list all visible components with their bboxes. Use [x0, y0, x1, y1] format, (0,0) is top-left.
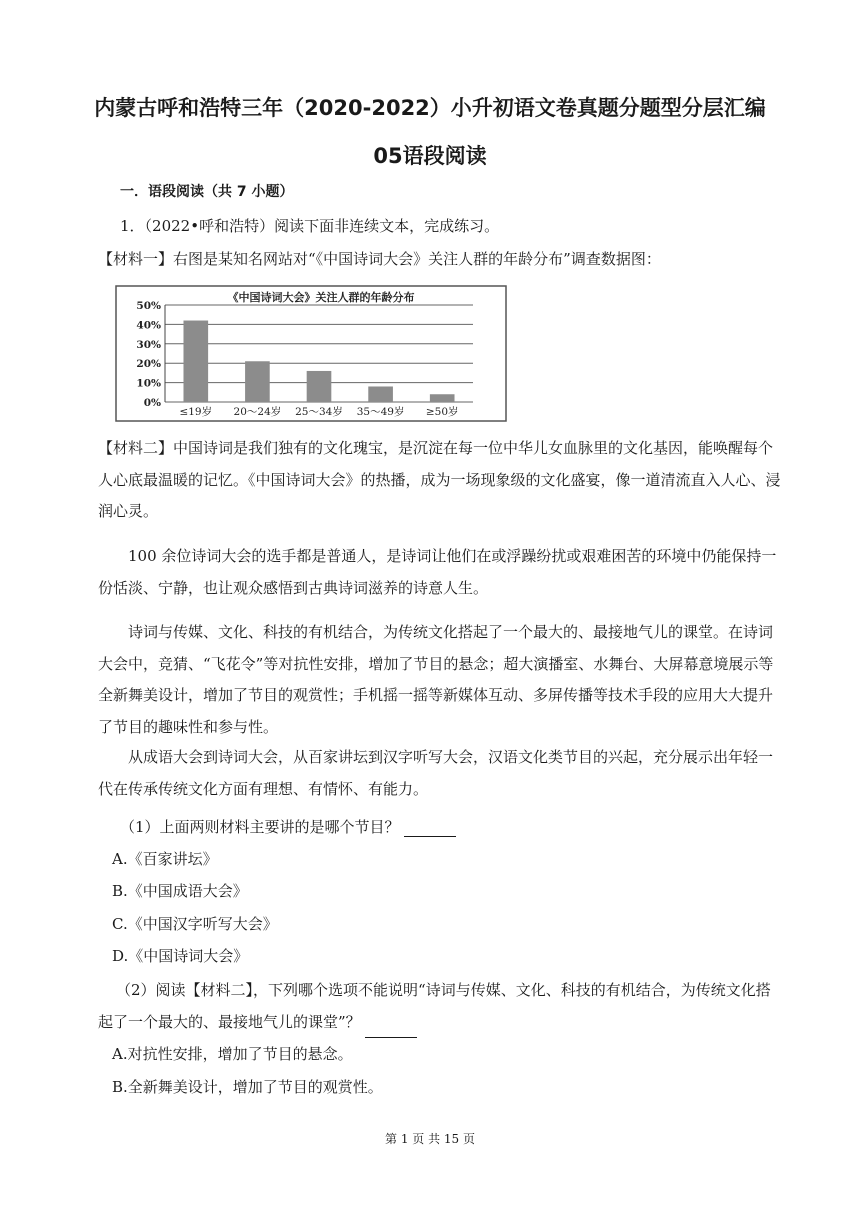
- y-tick-label: 50%: [136, 300, 161, 312]
- y-tick-label: 10%: [136, 377, 161, 390]
- bar: [245, 361, 270, 402]
- chart-svg: [115, 285, 507, 422]
- sub-question-2-text: （2）阅读【材料二】，下列哪个选项不能说明“诗词与传媒、文化、科技的有机结合，为传统文化搭起了一个最大的、最接地气儿的课堂”？: [98, 981, 771, 1031]
- document-subtitle: 05语段阅读: [373, 144, 487, 168]
- answer-blank-2[interactable]: [365, 1023, 417, 1038]
- material-2-paragraph-3: 诗词与传媒、文化、科技的有机结合，为传统文化搭起了一个最大的、最接地气儿的课堂。在诗词大会中，竞猜、“飞花令”等对抗性安排，增加了节目的悬念；超大演播室、水舞台、大屏幕意境展示等全新舞美设计，增加了节目的观赏性；手机摇一摇等新媒体互动、多屏传播等技术手段的应用大大提升了节目的趣味性和参与性。: [98, 623, 774, 736]
- bar: [183, 321, 208, 402]
- option-2a: A.对抗性安排，增加了节目的悬念。: [112, 1045, 353, 1063]
- material-2-paragraph-4: 从成语大会到诗词大会，从百家讲坛到汉字听写大会，汉语文化类节目的兴起，充分展示出年轻一代在传承传统文化方面有理想、有情怀、有能力。: [98, 748, 774, 798]
- material-2-paragraph-1: 【材料二】中国诗词是我们独有的文化瑰宝，是沉淀在每一位中华儿女血脉里的文化基因，能唤醒每个人心底最温暖的记忆。《中国诗词大会》的热播，成为一场现象级的文化盛宴，像一道清流直入人心、浸润心灵。: [98, 439, 781, 520]
- y-tick-label: 20%: [136, 358, 161, 371]
- y-tick-label: 30%: [136, 338, 161, 351]
- material-2-paragraph-2: 100 余位诗词大会的选手都是普通人，是诗词让他们在或浮躁纷扰或艰难困苦的环境中仍能保持一份恬淡、宁静，也让观众感悟到古典诗词滋养的诗意人生。: [98, 547, 777, 597]
- option-2b: B.全新舞美设计，增加了节目的观赏性。: [112, 1078, 383, 1096]
- page-footer: 第 1 页 共 15 页: [385, 1132, 475, 1146]
- bar: [368, 386, 393, 402]
- option-b: B.《中国成语大会》: [112, 882, 248, 900]
- sub-question-1: [120, 816, 456, 837]
- document-title: 内蒙古呼和浩特三年（2020-2022）小升初语文卷真题分题型分层汇编: [94, 96, 766, 120]
- option-a: A.《百家讲坛》: [112, 850, 218, 868]
- option-d: D.《中国诗词大会》: [112, 947, 249, 965]
- sub-question-2: [98, 975, 781, 1038]
- bar: [430, 394, 455, 402]
- x-tick-label: 35～49岁: [356, 406, 405, 418]
- option-c: C.《中国汉字听写大会》: [112, 915, 278, 933]
- answer-blank-1[interactable]: [404, 822, 456, 837]
- x-tick-label: ≤19岁: [179, 406, 213, 418]
- age-distribution-chart: [115, 285, 507, 422]
- y-tick-label: 0%: [143, 397, 161, 409]
- y-tick-label: 40%: [136, 319, 161, 332]
- sub-question-1-text: （1）上面两则材料主要讲的是哪个节目？: [120, 818, 400, 836]
- section-heading: 一．语段阅读（共 7 小题）: [120, 184, 294, 200]
- x-tick-label: 20～24岁: [233, 406, 282, 418]
- x-tick-label: ≥50岁: [425, 406, 459, 418]
- question-1-intro: 1．（2022•呼和浩特）阅读下面非连续文本，完成练习。: [120, 217, 500, 235]
- bar: [307, 371, 332, 402]
- x-tick-label: 25～34岁: [295, 406, 343, 418]
- material-1: 【材料一】右图是某知名网站对“《中国诗词大会》关注人群的年龄分布”调查数据图：: [98, 250, 661, 268]
- chart-title: 《中国诗词大会》关注人群的年龄分布: [227, 291, 415, 304]
